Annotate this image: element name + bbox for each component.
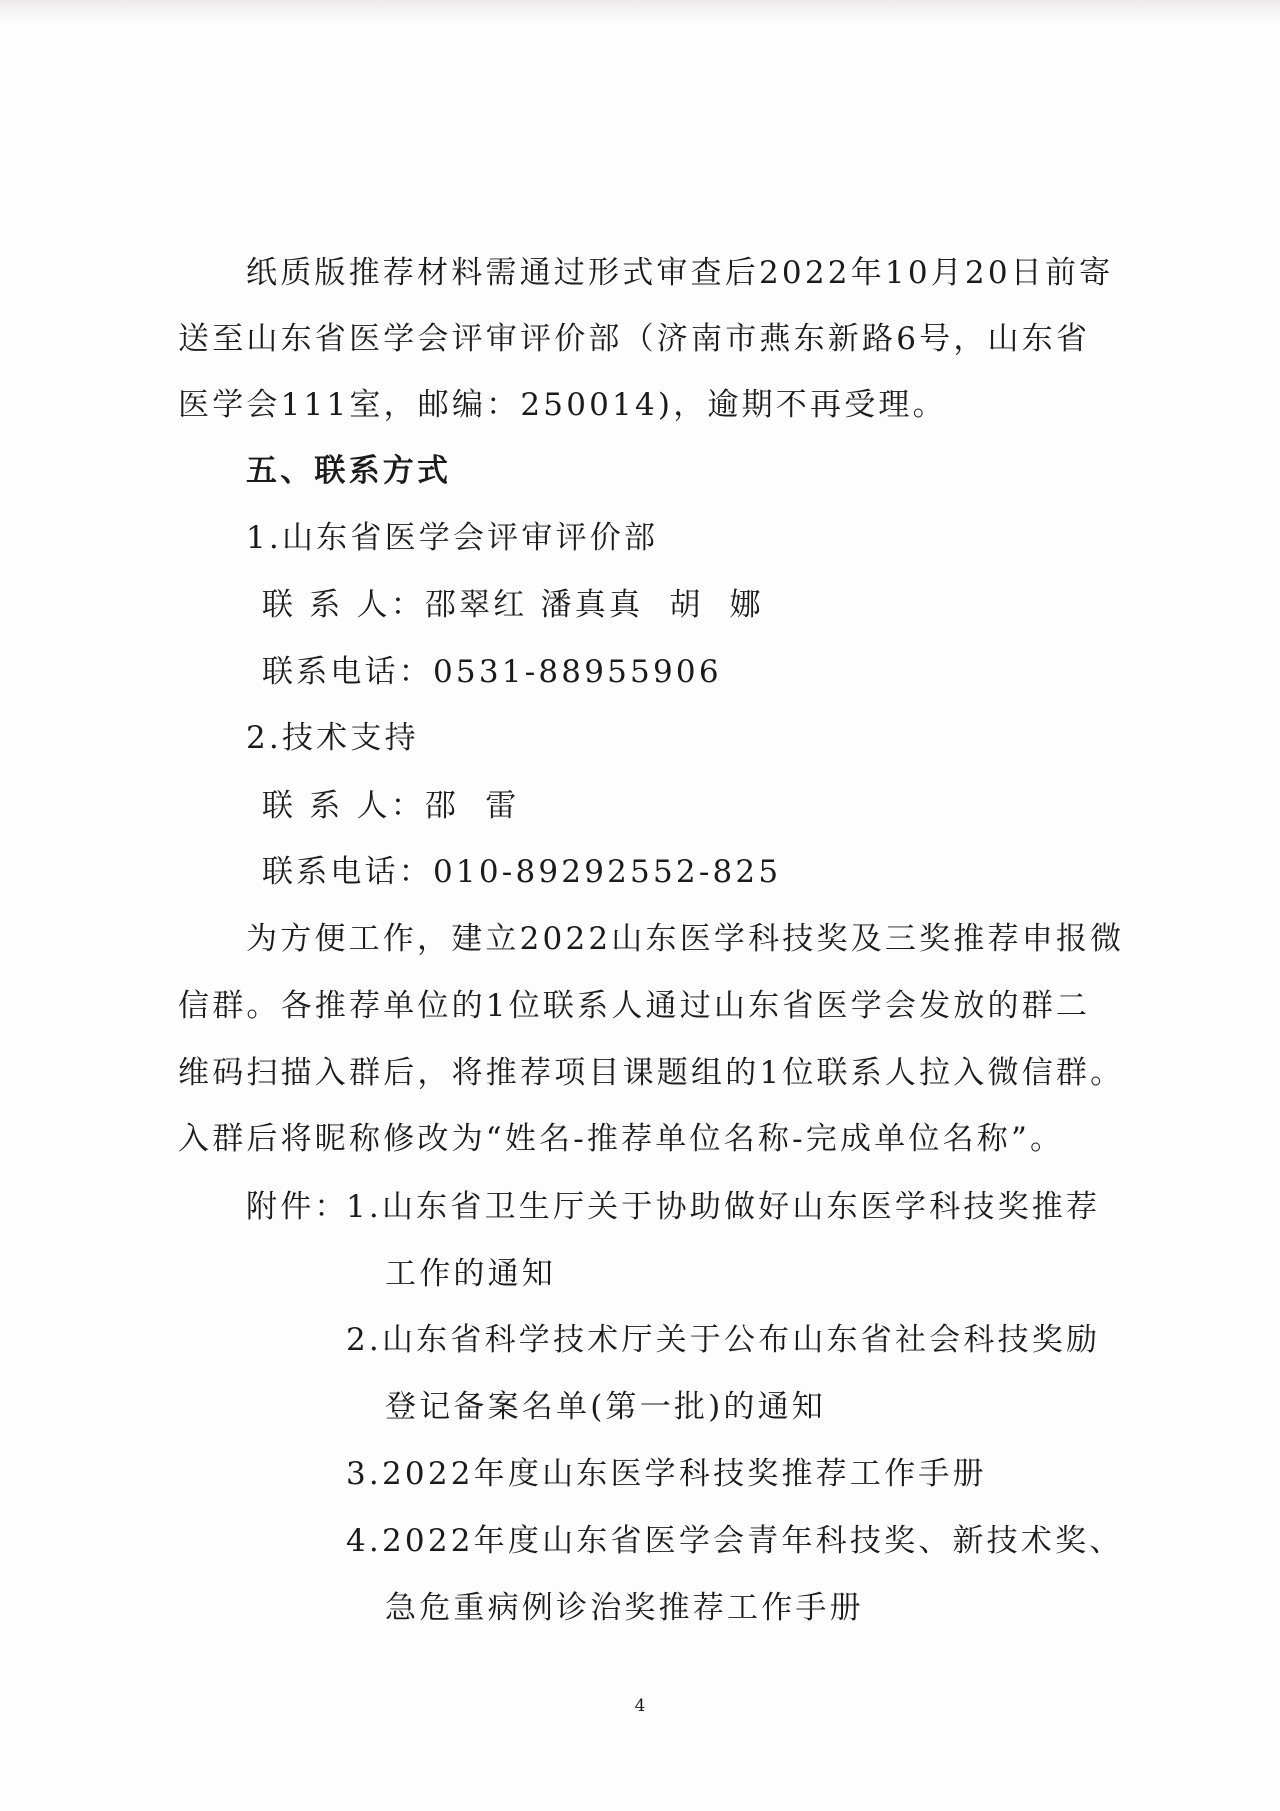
contact2-person: 联 系 人：邵 雷 <box>262 788 520 824</box>
paragraph1-line3: 医学会111室，邮编：250014)，逾期不再受理。 <box>178 387 947 423</box>
attachments-label: 附件： <box>246 1189 349 1225</box>
attachment-item1-line2: 工作的通知 <box>385 1256 556 1292</box>
attachment-item2-line1: 2.山东省科学技术厅关于公布山东省社会科技奖励 <box>346 1322 1101 1358</box>
scan-edge <box>0 0 1280 22</box>
paragraph1-line1: 纸质版推荐材料需通过形式审查后2022年10月20日前寄 <box>246 255 1114 291</box>
contact1-phone: 联系电话：0531-88955906 <box>262 654 722 690</box>
attachment-item1-line1: 1.山东省卫生厅关于协助做好山东医学科技奖推荐 <box>346 1189 1101 1225</box>
paragraph2-line1: 为方便工作，建立2022山东医学科技奖及三奖推荐申报微 <box>246 921 1125 957</box>
contact1-person: 联 系 人：邵翠红 潘真真 胡 娜 <box>262 587 764 623</box>
paragraph1-line2: 送至山东省医学会评审评价部（济南市燕东新路6号，山东省 <box>178 321 1091 357</box>
attachment-item4-line1: 4.2022年度山东省医学会青年科技奖、新技术奖、 <box>346 1523 1124 1559</box>
attachment-item4-line2: 急危重病例诊治奖推荐工作手册 <box>385 1590 864 1626</box>
contact2-phone: 联系电话：010-89292552-825 <box>262 854 782 890</box>
attachment-item3-line1: 3.2022年度山东医学科技奖推荐工作手册 <box>346 1456 987 1492</box>
paragraph2-line2: 信群。各推荐单位的1位联系人通过山东省医学会发放的群二 <box>178 988 1091 1024</box>
paragraph2-line4: 入群后将昵称修改为“姓名-推荐单位名称-完成单位名称”。 <box>178 1121 1065 1157</box>
page-number: 4 <box>634 1696 646 1716</box>
paragraph2-line3: 维码扫描入群后，将推荐项目课题组的1位联系人拉入微信群。 <box>178 1055 1125 1091</box>
attachment-item2-line2: 登记备案名单(第一批)的通知 <box>385 1389 826 1425</box>
section5-heading: 五、联系方式 <box>246 453 452 489</box>
contact2-title: 2.技术支持 <box>246 720 419 756</box>
contact1-title: 1.山东省医学会评审评价部 <box>246 520 659 556</box>
